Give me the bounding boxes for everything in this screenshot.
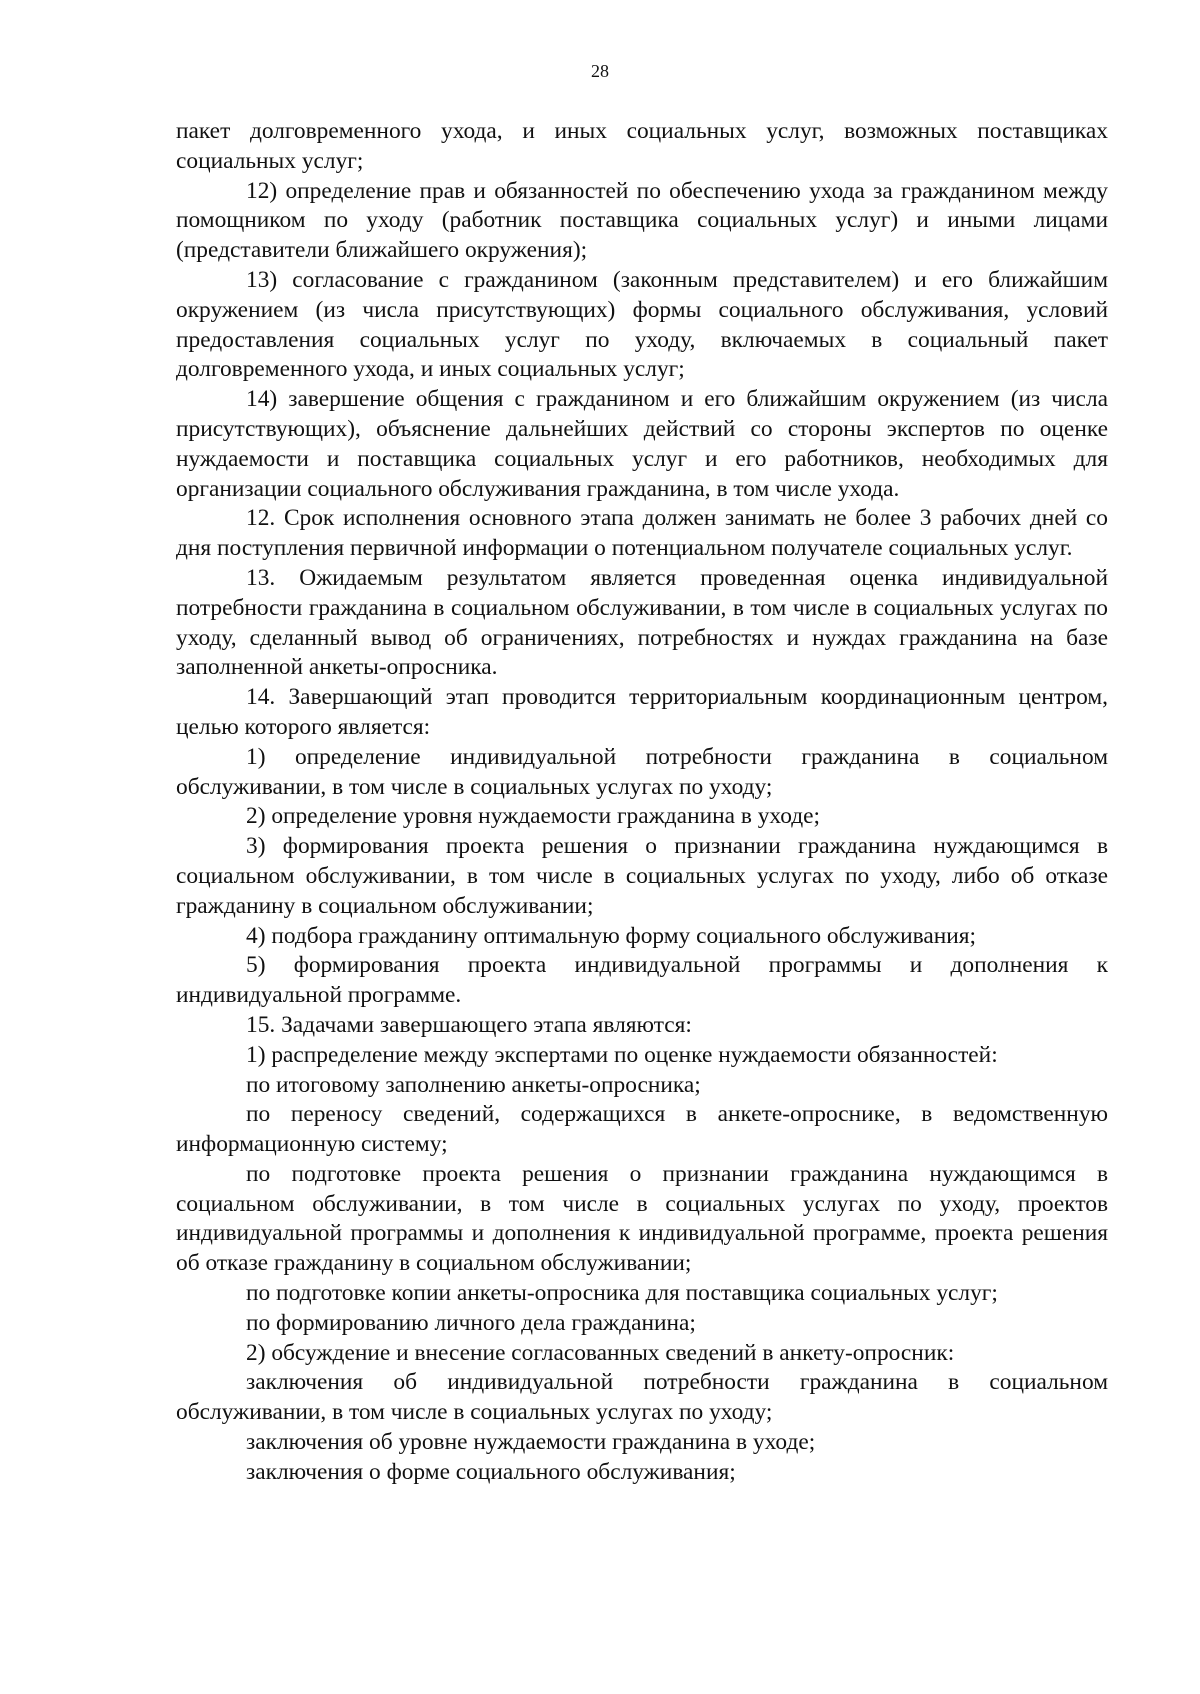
paragraph-clause-14-item-3: 3) формирования проекта решения о признании гражданина нуждающимся в социальном обслуживании, в том числе в социальных услугах по уходу, либо об отказе гражданину в социальном обслуживании; xyxy=(176,833,1108,919)
paragraph-subitem: по формированию личного дела гражданина; xyxy=(246,1309,696,1336)
paragraph-subitem: по подготовке копии анкеты-опросника для поставщика социальных услуг; xyxy=(246,1280,998,1307)
paragraph-subitem: заключения о форме социального обслуживания; xyxy=(246,1458,736,1485)
paragraph-subitem: по итоговому заполнению анкеты-опросника; xyxy=(246,1071,701,1098)
paragraph-clause-14: 14. Завершающий этап проводится территориальным координационным центром, целью которого является: xyxy=(176,684,1108,740)
paragraph-subitem: по переносу сведений, содержащихся в анкете-опроснике, в ведомственную информационную систему; xyxy=(176,1101,1108,1158)
paragraph-clause-15-item-2: 2) обсуждение и внесение согласованных сведений в анкету-опросник: xyxy=(246,1339,955,1366)
paragraph-clause-12: 12. Срок исполнения основного этапа должен занимать не более 3 рабочих дней со дня поступления первичной информации о потенциальном получателе социальных услуг. xyxy=(176,505,1108,562)
paragraph-item-13: 13) согласование с гражданином (законным представителем) и его ближайшим окружением (из числа присутствующих) формы социального обслуживания, условий предоставления социальных услуг по уходу, включаемых в социальный пакет долговременного ухода, и иных социальных услуг; xyxy=(176,266,1108,383)
paragraph-continuation: пакет долговременного ухода, и иных социальных услуг, возможных поставщиках социальных услуг; xyxy=(176,118,1108,174)
document-body xyxy=(176,117,1108,1488)
paragraph-clause-13: 13. Ожидаемым результатом является проведенная оценка индивидуальной потребности гражданина в социальном обслуживании, в том числе в социальных услугах по уходу, сделанный вывод об ограничениях, потребностях и нуждах гражданина на базе заполненной анкеты-опросника. xyxy=(176,564,1108,681)
paragraph-clause-15-item-1: 1) распределение между экспертами по оценке нуждаемости обязанностей: xyxy=(246,1041,998,1068)
paragraph-item-14: 14) завершение общения с гражданином и его ближайшим окружением (из числа присутствующих), объяснение дальнейших действий со стороны экспертов по оценке нуждаемости и поставщика социальных услуг и его работников, необходимых для организации социального обслуживания гражданина, в том числе ухода. xyxy=(176,386,1108,502)
paragraph-clause-14-item-2: 2) определение уровня нуждаемости гражданина в уходе; xyxy=(246,803,821,830)
paragraph-clause-14-item-4: 4) подбора гражданину оптимальную форму социального обслуживания; xyxy=(246,922,977,949)
paragraph-clause-15: 15. Задачами завершающего этапа являются: xyxy=(246,1011,692,1038)
paragraph-item-12: 12) определение прав и обязанностей по обеспечению ухода за гражданином между помощником по уходу (работник поставщика социальных услуг) и иными лицами (представители ближайшего окружения); xyxy=(176,177,1108,264)
paragraph-subitem: заключения об индивидуальной потребности гражданина в социальном обслуживании, в том числе в социальных услугах по уходу; xyxy=(176,1369,1108,1426)
paragraph-clause-14-item-5: 5) формирования проекта индивидуальной программы и дополнения к индивидуальной программе. xyxy=(176,952,1108,1009)
paragraph-subitem: заключения об уровне нуждаемости гражданина в уходе; xyxy=(246,1429,816,1456)
paragraph-clause-14-item-1: 1) определение индивидуальной потребности гражданина в социальном обслуживании, в том числе в социальных услугах по уходу; xyxy=(176,743,1108,800)
paragraph-subitem: по подготовке проекта решения о признании гражданина нуждающимся в социальном обслуживании, в том числе в социальных услугах по уходу, проектов индивидуальной программы и дополнения к индивидуальной программе, проекта решения об отказе гражданину в социальном обслуживании; xyxy=(176,1160,1108,1277)
page-number: 28 xyxy=(591,61,609,81)
